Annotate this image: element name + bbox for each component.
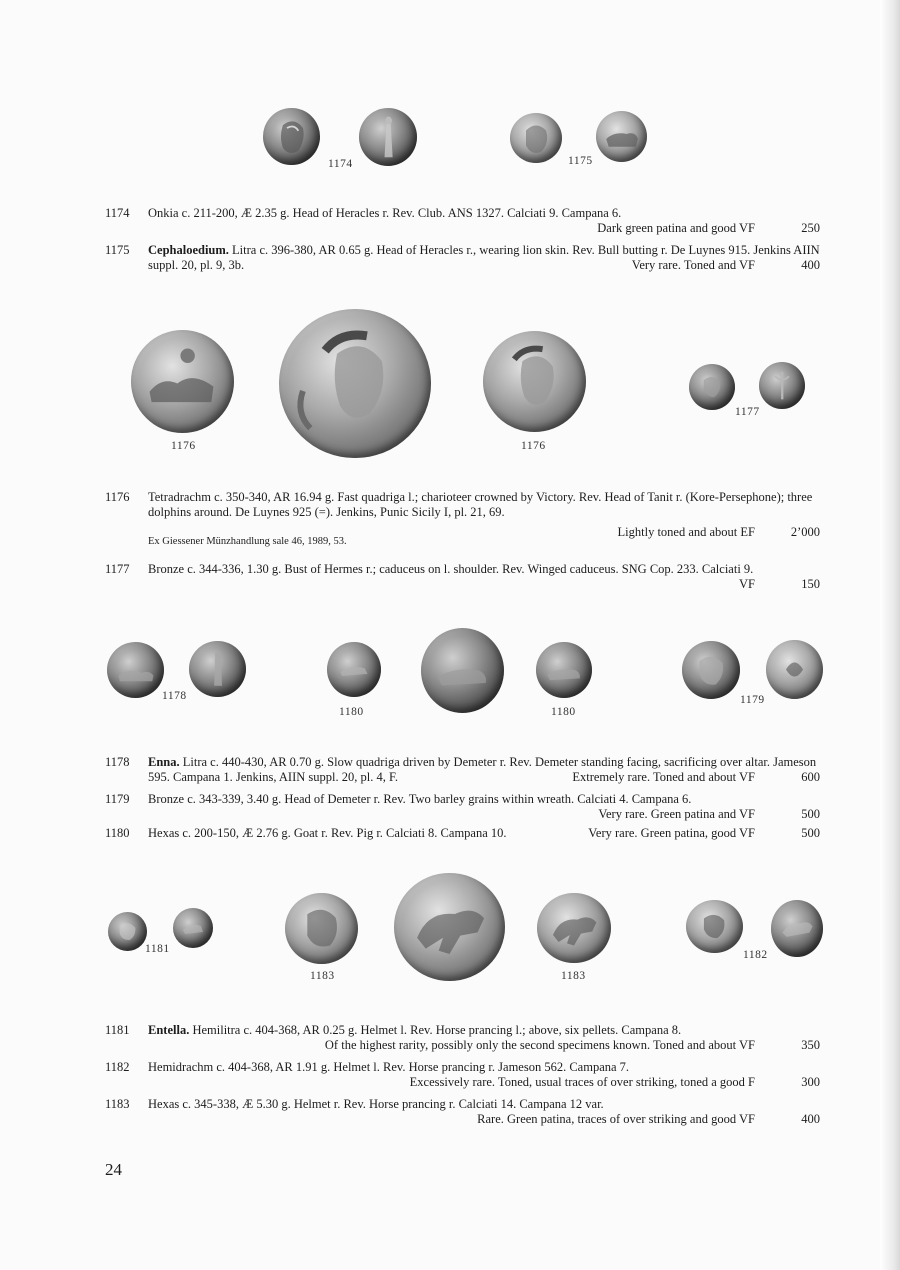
lot-price: 600: [801, 770, 820, 784]
photo-label-1176-left: 1176: [171, 440, 196, 452]
coin-1175-obverse: [510, 113, 562, 163]
lot-condition: Rare. Green patina, traces of over striking and good VF: [477, 1112, 755, 1126]
coin-1176-obverse: [131, 330, 234, 433]
page-number: 24: [105, 1160, 122, 1179]
coin-1174-reverse: [359, 108, 417, 166]
lot-price: 500: [801, 826, 820, 840]
lot-condition: Very rare. Green patina, good VF: [588, 826, 755, 840]
lot-condition: Very rare. Toned and VF: [631, 258, 755, 272]
lot-number: 1176: [105, 490, 130, 504]
lot-description: Bronze c. 343-339, 3.40 g. Head of Demeter r. Rev. Two barley grains within wreath. Calciati 4. Campana 6.: [148, 792, 692, 806]
mint-title: Entella.: [148, 1023, 190, 1037]
photo-label-1183-right: 1183: [561, 970, 586, 982]
lot-number: 1179: [105, 792, 130, 806]
coin-1179-reverse: [766, 640, 823, 699]
coin-1180-obverse: [327, 642, 381, 697]
photo-label-1177: 1177: [735, 406, 760, 418]
lot-price: 150: [801, 577, 820, 591]
lot-number: 1182: [105, 1060, 130, 1074]
coin-1180-reverse-enlarged: [421, 628, 504, 713]
page-edge-shadow: [880, 0, 900, 1270]
coin-1182-obverse: [686, 900, 743, 953]
lot-description: Hexas c. 345-338, Æ 5.30 g. Helmet r. Rev. Horse prancing r. Calciati 14. Campana 12 var.: [148, 1097, 604, 1111]
lot-description: Hexas c. 200-150, Æ 2.76 g. Goat r. Rev. Pig r. Calciati 8. Campana 10.: [148, 826, 507, 840]
lot-description-block: [148, 1023, 758, 1038]
photo-label-1180-right: 1180: [551, 706, 576, 718]
lot-price: 400: [801, 1112, 820, 1126]
lot-condition: VF: [739, 577, 755, 591]
coin-1177-reverse: [759, 362, 805, 409]
coin-1180-reverse: [536, 642, 592, 698]
lot-description: Litra c. 440-430, AR 0.70 g. Slow quadriga driven by Demeter r. Rev. Demeter standing facing, sacrificing over altar. Jameson 595. Campana 1. Jenkins, AIIN suppl. 20, pl. 4, F.: [148, 755, 817, 784]
lot-condition: Dark green patina and good VF: [597, 221, 755, 235]
lot-number: 1183: [105, 1097, 130, 1111]
lot-condition: Very rare. Green patina and VF: [598, 807, 755, 821]
photo-label-1175: 1175: [568, 155, 593, 167]
coin-1179-obverse: [682, 641, 740, 699]
coin-1174-obverse: [263, 108, 320, 165]
coin-1181-reverse: [173, 908, 213, 948]
photo-label-1179: 1179: [740, 694, 765, 706]
coin-1178-obverse: [107, 642, 164, 698]
lot-price: 250: [801, 221, 820, 235]
lot-price: 350: [801, 1038, 820, 1052]
coin-1176-reverse: [483, 331, 586, 432]
lot-description: Litra c. 396-380, AR 0.65 g. Head of Heracles r., wearing lion skin. Rev. Bull butting r. De Luynes 915. Jenkins AIIN suppl. 20, pl. 9, 3b.: [148, 243, 820, 272]
coin-1176-reverse-enlarged: [279, 309, 431, 458]
coin-1175-reverse: [596, 111, 647, 162]
lot-number: 1174: [105, 206, 130, 220]
lot-condition: Lightly toned and about EF: [617, 525, 755, 539]
coin-1183-reverse: [537, 893, 611, 963]
lot-price: 400: [801, 258, 820, 272]
photo-label-1181: 1181: [145, 943, 170, 955]
lot-condition: Of the highest rarity, possibly only the second specimens known. Toned and about VF: [324, 1038, 755, 1052]
lot-description: Tetradrachm c. 350-340, AR 16.94 g. Fast quadriga l.; charioteer crowned by Victory. Rev. Head of Tanit r. (Kore-Persephone); three dolphins around. De Luynes 925 (=). Jenkins, Punic Sicily I, pl. 21, 69.: [148, 490, 813, 519]
photo-label-1178: 1178: [162, 690, 187, 702]
lot-price: 500: [801, 807, 820, 821]
lot-price: 300: [801, 1075, 820, 1089]
lot-description: Hemidrachm c. 404-368, AR 1.91 g. Helmet l. Rev. Horse prancing r. Jameson 562. Campana 7.: [148, 1060, 630, 1074]
lot-price: 2’000: [790, 525, 820, 539]
photo-label-1182: 1182: [743, 949, 768, 961]
lot-number: 1177: [105, 562, 130, 576]
mint-title: Enna.: [148, 755, 180, 769]
lot-description: Hemilitra c. 404-368, AR 0.25 g. Helmet l. Rev. Horse prancing l.; above, six pellets. Campana 8.: [192, 1023, 682, 1037]
coin-1177-obverse: [689, 364, 735, 410]
lot-number: 1181: [105, 1023, 130, 1037]
photo-label-1176-right: 1176: [521, 440, 546, 452]
coin-1182-reverse: [771, 900, 823, 957]
lot-number: 1175: [105, 243, 130, 257]
photo-label-1174: 1174: [328, 158, 353, 170]
lot-condition: Extremely rare. Toned and about VF: [572, 770, 755, 784]
coin-1178-reverse: [189, 641, 246, 697]
photo-label-1183-left: 1183: [310, 970, 335, 982]
coin-1181-obverse: [108, 912, 147, 951]
mint-title: Cephaloedium.: [148, 243, 229, 257]
lot-number: 1178: [105, 755, 130, 769]
coin-1183-reverse-enlarged: [394, 873, 505, 981]
photo-label-1180-left: 1180: [339, 706, 364, 718]
lot-condition: Excessively rare. Toned, usual traces of over striking, toned a good F: [409, 1075, 755, 1089]
lot-description: Bronze c. 344-336, 1.30 g. Bust of Hermes r.; caduceus on l. shoulder. Rev. Winged caduceus. SNG Cop. 233. Calciati 9.: [148, 562, 754, 576]
lot-provenance: Ex Giessener Münzhandlung sale 46, 1989, 53.: [148, 536, 347, 547]
coin-1183-obverse: [285, 893, 358, 964]
lot-description: Onkia c. 211-200, Æ 2.35 g. Head of Heracles r. Rev. Club. ANS 1327. Calciati 9. Campana 6.: [148, 206, 622, 220]
lot-number: 1180: [105, 826, 130, 840]
